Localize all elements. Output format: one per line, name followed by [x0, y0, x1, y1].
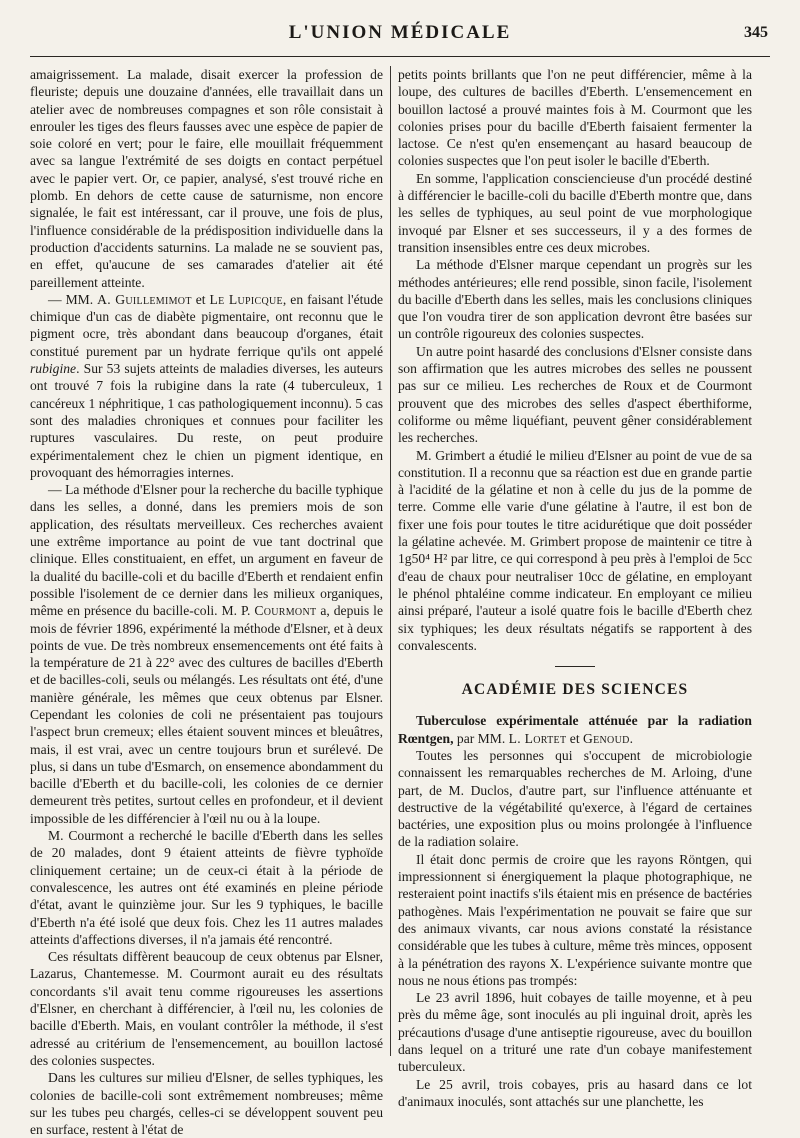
author-name: Courmont	[254, 603, 317, 619]
author-name: Genoud.	[583, 730, 634, 746]
page-number: 345	[744, 24, 768, 41]
section-separator	[555, 666, 595, 667]
article-authors	[457, 731, 633, 746]
paragraph: M. Grimbert a étudié le milieu d'Elsner au point de vue de sa constitution. Il a reconnu que sa réaction est due en grande partie à l'acidité de la gélatine et non à celle du jus de la pomme de terre. Comme elle varie d'une gélatine à l'autre, il est bon de fixer une fois pour toutes le titre acidurétique que doit posséder la gélatine achevée. M. Grimbert propose de maintenir ce titre à 1g50⁴ H² par litre, ce qui correspond à peu près à l'emploi de 5cc d'eau de chaux pour neutraliser 10cc de gélatine, en employant le phénol phtaléine comme indicateur. En employant ce milieu ainsi préparé, l'auteur a isolé quatre fois le bacille d'Eberth chez six typhiques; les deux résultats négatifs se rapportent à des convalescents.	[398, 447, 752, 653]
paragraph: petits points brillants que l'on ne peut différencier, même à la loupe, des cultures de bacilles d'Eberth. L'ensemencement en bouillon lactosé a prouvé maintes fois à M. Courmont que les colonies prises pour du bacille d'Eberth faisaient fermenter la lactose. Ce n'est qu'en ensemençant au hasard beaucoup de colonies suspectes que l'on peut isoler le bacille d'Eberth.	[398, 67, 752, 169]
paragraph: La méthode d'Elsner marque cependant un progrès sur les méthodes antérieures; elle rend possible, sinon facile, l'isolement du bacille d'Eberth dans les selles, mais les conclusions cliniques que l'on voudra tirer de son application devront être basées sur un contrôle rigoureux des colonies suspectes.	[398, 257, 752, 342]
author-name: L. Lortet	[508, 730, 567, 746]
text-run: . Sur 53 sujets atteints de maladies diverses, les auteurs ont trouvé 7 fois la rubigine dans la rate (4 tuberculeux, 1 cancéreux 1 néphritique, 1 cas pathologiquement inconnu). 5 cas sont des maladies chroniques et connues pour faciliter les ruptures vasculaires. Du reste, on peut produire expérimentalement chez le chien un pigment identique, en provoquant des hémorragies internes.	[30, 361, 383, 480]
paragraph: En somme, l'application consciencieuse d'un procédé destiné à différencier le bacille-coli du bacille d'Eberth montre que, dans les selles de typhiques, au seul point de vue morphologique invoqué par Elsner et ses successeurs, il y a des formes de transition insensibles entre ces deux microbes.	[398, 170, 752, 255]
paragraph: Il était donc permis de croire que les rayons Röntgen, qui impressionnent si énergiquement la plaque photographique, ne resteraient point inactifs s'ils étaient mis en présence de bactéries pathogènes. Mais l'expérimentation ne pouvait se faire que sur des animaux vivants, car nous avions constaté la résistance considérable que les tubes à culture, même très minces, opposent à la pénétration des rayons X. L'expérience suivante montre que nous ne nous étions pas trompés:	[398, 851, 752, 988]
paragraph: Ces résultats diffèrent beaucoup de ceux obtenus par Elsner, Lazarus, Chantemesse. M. Courmont aurait eu des résultats concordants s'il avait tenu comme rigoureuses les assertions d'Elsner, en cherchant à différencier, à l'œil nu, les colonies de bacille d'Eberth. Mais, en voulant contrôler la méthode, il s'est adressé au critérium de l'ensemencement, au bouillon lactosé des colonies suspectes.	[30, 949, 383, 1068]
paragraph: Le 23 avril 1896, huit cobayes de taille moyenne, et à peu près du même âge, sont inoculés au pli inguinal droit, après les précautions d'usage d'une antiseptie rigoureuse, avec du bouillon dans lequel on a trituré une rate d'un cobaye manifestement tuberculeux.	[398, 990, 752, 1075]
italic-term: rubigine	[30, 361, 77, 377]
left-column	[30, 66, 384, 1138]
text-run: et	[191, 291, 210, 307]
text-run: — MM.	[48, 291, 98, 307]
article-title	[398, 712, 752, 747]
journal-title: L'UNION MÉDICALE	[288, 22, 512, 43]
paragraph	[30, 291, 383, 481]
text-run: et	[566, 730, 583, 746]
text-run: , en faisant l'étude chimique d'un cas de diabète pigmentaire, ont reconnu que le pigment ocre, très abondant dans beaucoup d'organes, était constitué purement par un hydrate ferrique qu'ils ont appelé	[30, 291, 384, 359]
column-divider	[390, 66, 391, 1056]
paragraph: M. Courmont a recherché le bacille d'Eberth dans les selles de 20 malades, dont 9 étaient atteints de fièvre typhoïde cliniquement certaine; un de ceux-ci était à la période de convalescence, les autres ont été examinés en pleine période d'état, avant le quinzième jour. Sur les 9 typhiques, le bacille d'Eberth n'a été isolé que deux fois. Chez les 11 autres malades atteints d'affections diverses, il n'a jamais été rencontré.	[30, 828, 383, 947]
header-rule	[30, 56, 770, 57]
author-name: A. Guillemimot	[97, 291, 192, 307]
text-run: par MM.	[456, 730, 509, 746]
paragraph: amaigrissement. La malade, disait exercer la profession de fleuriste; depuis une douzaine d'années, elle travaillait dans un atelier avec de nombreuses compagnes et son rôle consistait à enrouler les tiges des fleurs fausses avec une espèce de papier de soie coloré en vert; pour le faire, elle mouillait fréquemment avec sa langue l'extrémité de ses doigts en contact perpétuel avec le papier vert. Or, ce papier, analysé, s'est trouvé riche en plomb. En dehors de cette cause de saturnisme, non encore signalée, le fait est intéressant, car il prouve, une fois de plus, l'influence considérable de la prédisposition individuelle dans la production d'accidents saturnins. La malade ne se souvient pas, en effet, qu'aucune de ses camarades d'atelier ait été pareillement atteinte.	[30, 67, 383, 290]
paragraph: Toutes les personnes qui s'occupent de microbiologie connaissent les remarquables recherches de M. Arloing, d'une part, de M. Duclos, d'autre part, sur l'influence atténuante et destructive de la végétabilité qu'exerce, à l'égard de certaines bactéries, une exposition plus ou moins prolongée à l'influence de la radiation solaire.	[398, 747, 752, 850]
right-column	[398, 66, 752, 1109]
paragraph: Dans les cultures sur milieu d'Elsner, de selles typhiques, les colonies de bacille-coli sont extrêmement nombreuses; même sur les tubes peu chargés, celles-ci se développent souvent peu en surface, restent à l'état de	[30, 1070, 383, 1138]
paragraph: Le 25 avril, trois cobayes, pris au hasard dans ce lot d'animaux inoculés, sont attachés sur une planchette, les	[398, 1076, 752, 1109]
paragraph	[30, 481, 383, 827]
article-title-text: Tuberculose expérimentale atténuée par la radiation Rœntgen,	[398, 713, 752, 746]
author-name: Le Lupicque	[209, 291, 283, 307]
paragraph: Un autre point hasardé des conclusions d'Elsner consiste dans son affirmation que les autres microbes des selles ne poussent pas sur ce milieu. Les recherches de Roux et de Courmont prouvent que des microbes des selles d'aspect éberthiforme, coliforme ou même liquéfiant, peuvent gêner considérablement les recherches.	[398, 343, 752, 446]
running-head	[30, 12, 770, 52]
text-run: a, depuis le mois de février 1896, expérimenté la méthode d'Elsner, et à deux points de vue. De très nombreux ensemencements ont été faits à la température de 21 à 22° avec des cultures de bacilles d'Eberth et de bacilles-coli, seuls ou mélangés. Les résultats ont été, d'une manière générale, les mêmes que ceux obtenus par Elsner. Cependant les colonies de coli ne présentaient pas toujours l'aspect brun cremeux; elles étaient souvent minces et bleuâtres, mais, il est vrai, avec un centre toujours brun et surélevé. De plus, si dans un tube d'Esmarch, on ensemence abondamment du bacille d'Eberth et du bacille-coli, les colonies de ce dernier demeurent très petites, surtout celles en profondeur, et il devient impossible de les différencier à l'œil nu ou à la loupe.	[30, 603, 383, 826]
text-run: — La méthode d'Elsner pour la recherche du bacille typhique dans les selles, a donné, dans les premiers mois de son application, des résultats merveilleux. Ces recherches avaient une extrême importance au point de vue tant doctrinal que clinique. Elles constituaient, en effet, un argument en faveur de la dualité du bacille-coli et du bacille d'Eberth et rendaient enfin possible l'isolement de ce dernier dans les milieux organiques, même en présence du bacille-coli. M. P.	[30, 482, 383, 619]
section-title: ACADÉMIE DES SCIENCES	[461, 681, 689, 699]
